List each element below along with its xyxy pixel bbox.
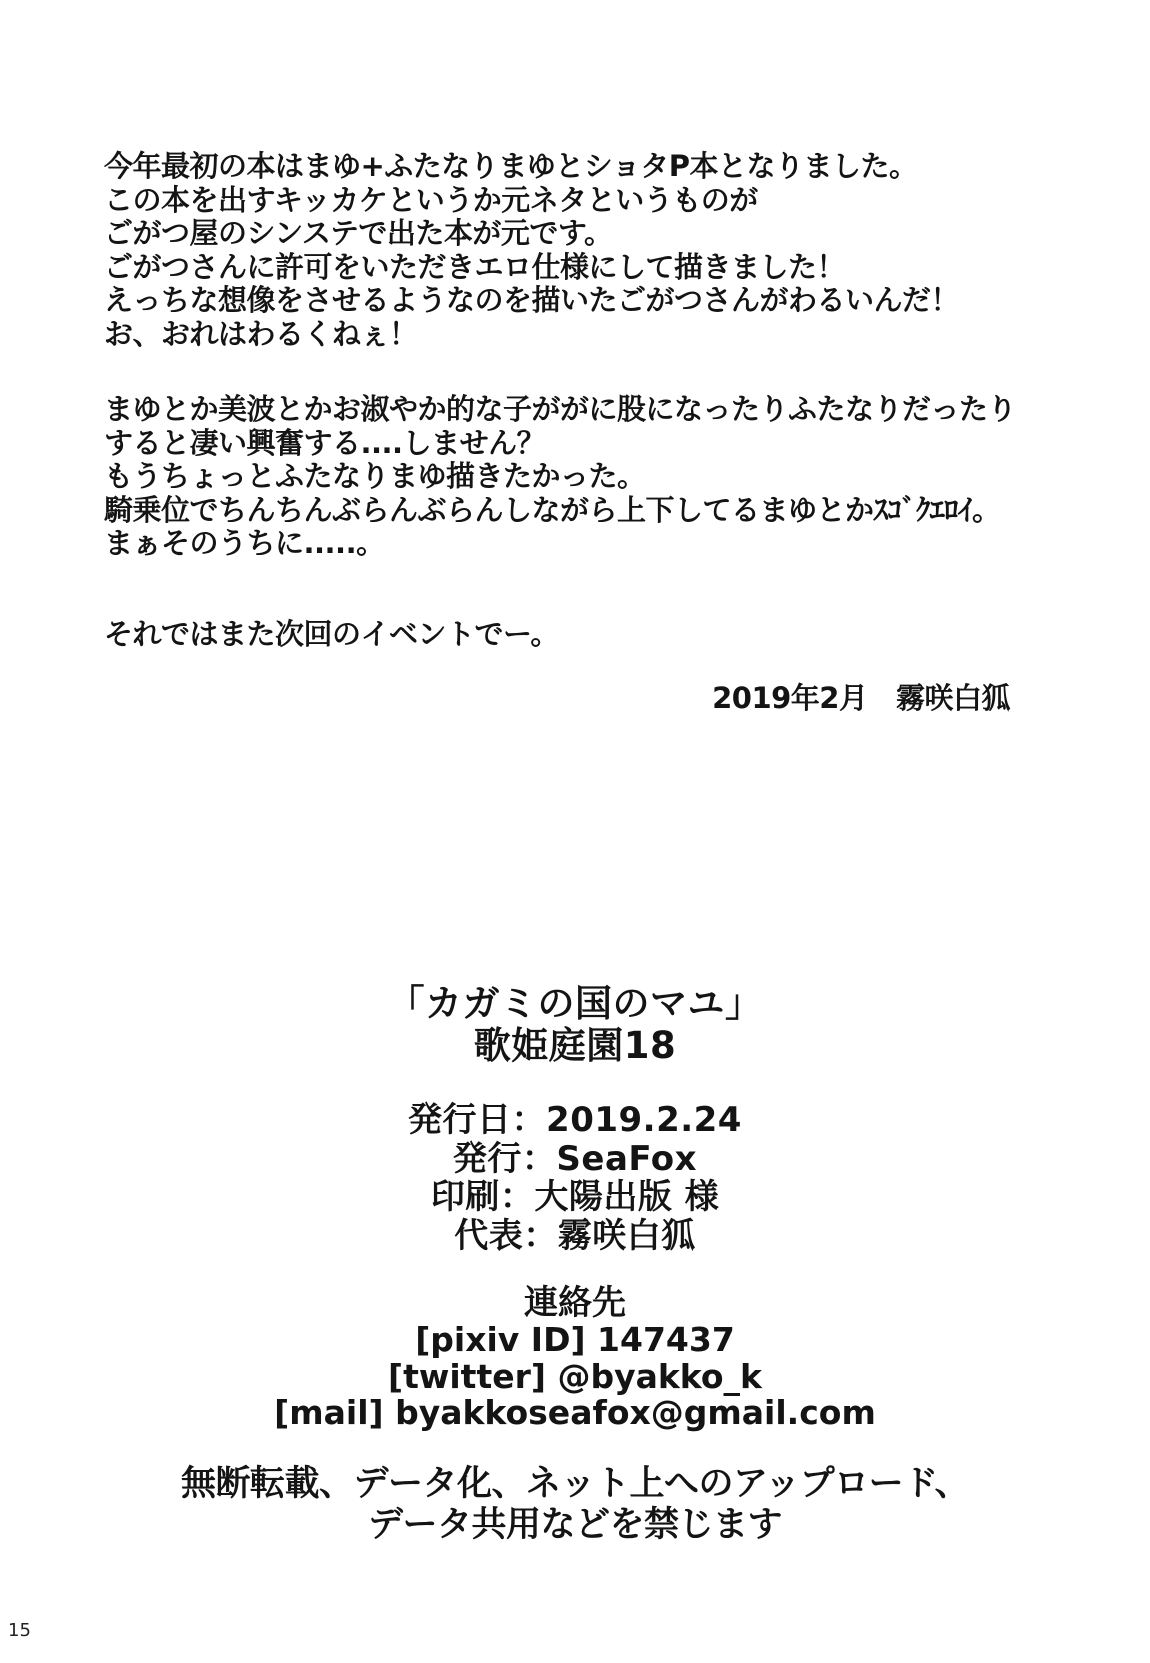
colophon-block	[0, 983, 1150, 1546]
publisher: 発行：SeaFox	[452, 1138, 698, 1179]
contact-heading: 連絡先	[524, 1283, 626, 1323]
publication-date: 発行日：2019.2.24	[408, 1100, 742, 1140]
afterword-line: ごがつさんに許可をいただきエロ仕様にして描きました！	[104, 249, 846, 284]
notice-line: データ共用などを禁じます	[367, 1504, 782, 1545]
date-signature: 2019年2月 霧咲白狐	[712, 681, 1010, 715]
afterword-line: もうちょっとふたなりまゆ描きたかった。	[104, 459, 646, 493]
afterword-text-block	[104, 150, 1084, 561]
afterword-line: まぁそのうちに.....。	[104, 526, 385, 560]
twitter-handle: [twitter] @byakko_k	[388, 1356, 762, 1396]
afterword-line: まゆとか美波とかお淑やか的な子ががに股になったりふたなりだったり	[104, 392, 1017, 426]
representative: 代表：霧咲白狐	[454, 1215, 696, 1256]
mail-address: [mail] byakkoseafox@gmail.com	[274, 1393, 876, 1432]
event-name: 歌姫庭園18	[473, 1024, 677, 1067]
afterword-line: 今年最初の本はまゆ+ふたなりまゆとショタP本となりました。	[104, 149, 918, 183]
page-number: 15	[8, 1620, 31, 1641]
notice-line: 無断転載、データ化、ネット上へのアップロード、	[181, 1463, 969, 1504]
publication-info	[0, 1101, 1150, 1255]
pixiv-id: [pixiv ID] 147437	[415, 1320, 735, 1359]
book-title: 「カガミの国のマユ」	[387, 982, 763, 1025]
closing-line: それではまた次回のイベントでー。	[104, 617, 559, 651]
afterword-line: えっちな想像をさせるようなのを描いたごがつさんがわるいんだ！	[104, 283, 960, 317]
afterword-line: お、おれはわるくねぇ！	[104, 316, 418, 351]
paragraph-gap	[104, 351, 1084, 393]
afterword-line: 騎乗位でちんちんぶらんぶらんしながら上下してるまゆとかｽｺﾞｸｴﾛｲ。	[104, 492, 1001, 527]
printer: 印刷：大陽出版 様	[430, 1177, 720, 1217]
afterword-line: ごがつ屋のシンステで出た本が元です。	[104, 216, 613, 250]
contact-info	[0, 1285, 1150, 1432]
afterword-line: この本を出すキッカケというか元ネタというものが	[104, 182, 758, 217]
afterword-line: すると凄い興奮する....しません？	[104, 425, 546, 460]
copyright-notice	[0, 1464, 1150, 1546]
